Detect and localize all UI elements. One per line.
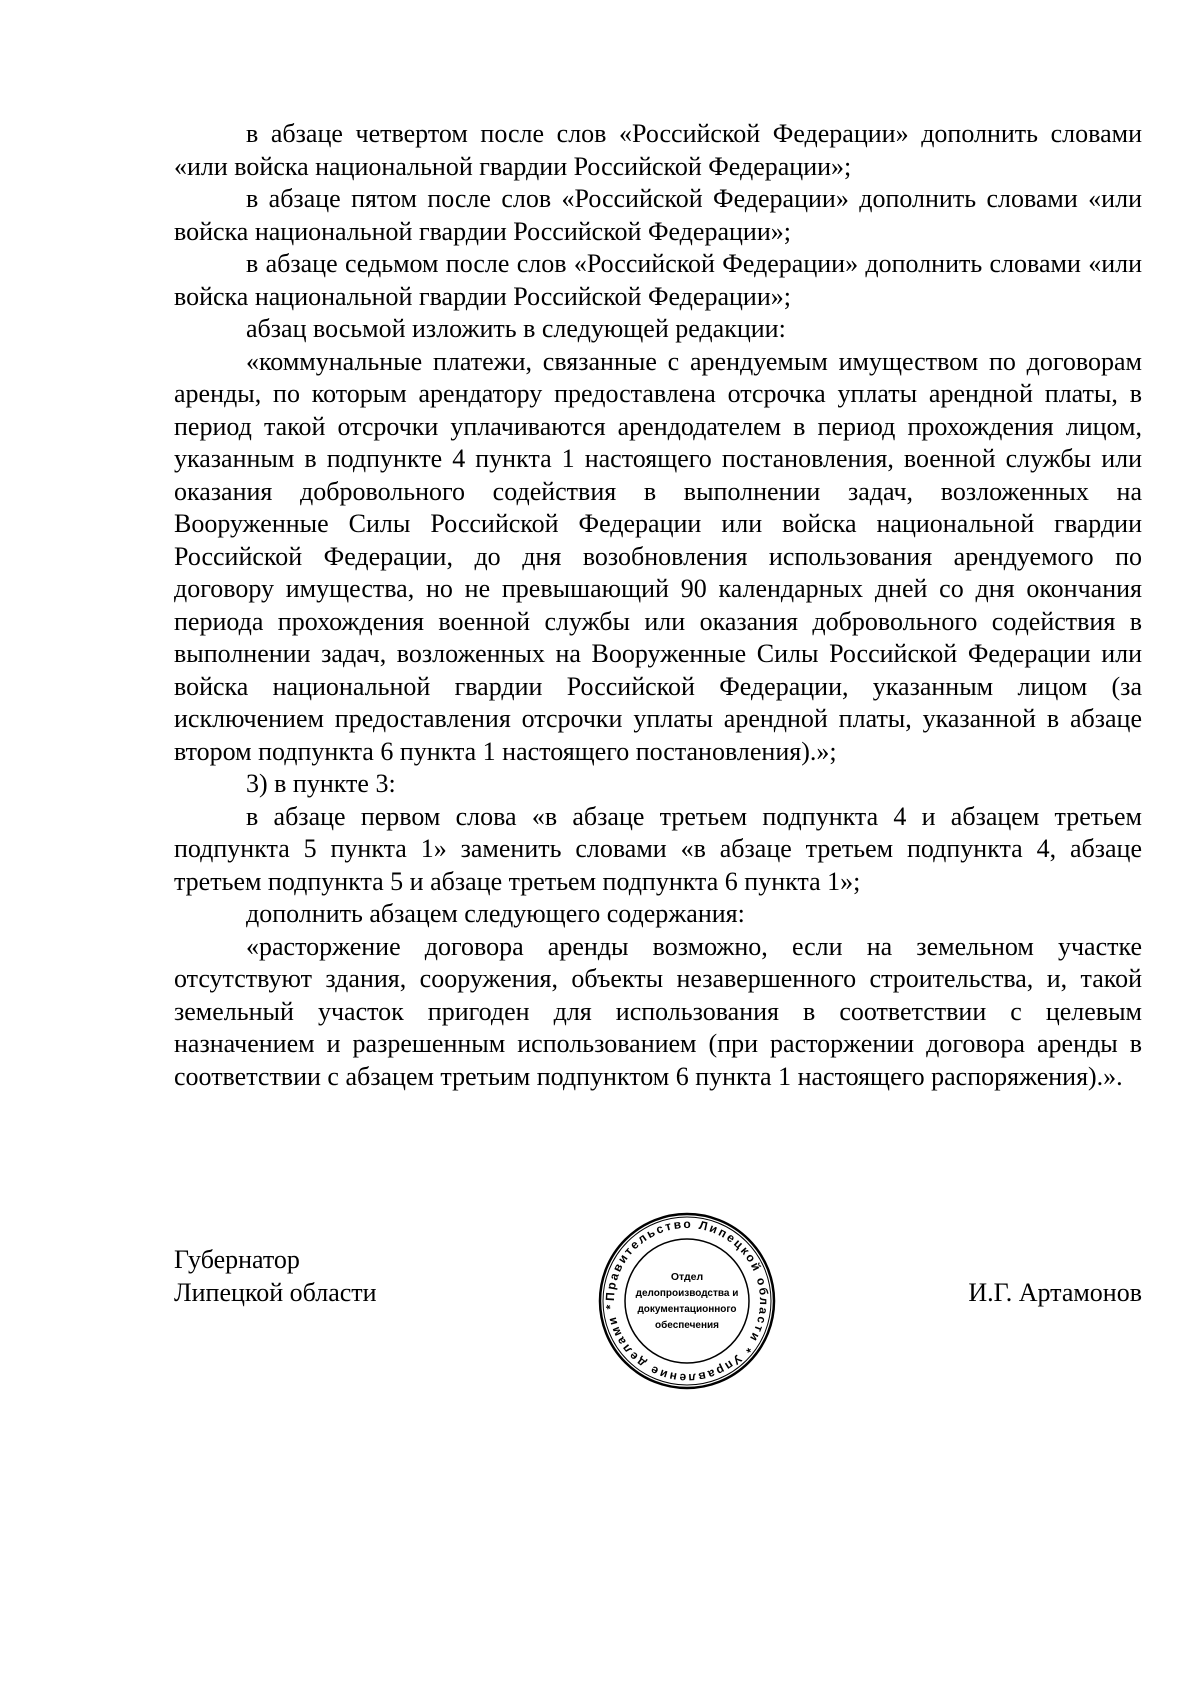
paragraph: в абзаце пятом после слов «Российской Федерации» дополнить словами «или войска национальной гвардии Российской Федерации»; [174, 184, 1142, 246]
paragraph: в абзаце четвертом после слов «Российской Федерации» дополнить словами «или войска национальной гвардии Российской Федерации»; [174, 119, 1142, 181]
signatory-title [174, 1244, 377, 1309]
stamp-center-line: делопроизводства и [635, 1288, 739, 1299]
stamp-center-line: документационного [637, 1304, 737, 1315]
document-body [174, 118, 1142, 1093]
paragraph: абзац восьмой изложить в следующей редакции: [246, 314, 786, 343]
stamp-center-line: обеспечения [654, 1320, 720, 1331]
paragraph: в абзаце первом слова «в абзаце третьем подпункта 4 и абзацем третьем подпункта 5 пункта 1» заменить словами «в абзаце третьем подпункта 4, абзаце третьем подпункта 5 и абзаце третьем подпункта 6 пункта 1»; [174, 801, 1142, 896]
paragraph: в абзаце седьмом после слов «Российской Федерации» дополнить словами «или войска национальной гвардии Российской Федерации»; [174, 249, 1142, 311]
signatory-title-line: Липецкой области [174, 1277, 377, 1307]
stamp-center-line: Отдел [670, 1271, 704, 1283]
paragraph: «расторжение договора аренды возможно, если на земельном участке отсутствуют здания, сооружения, объекты незавершенного строительства, и, такой земельный участок пригоден для использования в соответствии с целевым назначением и разрешенным использованием (при расторжении договора аренды в соответствии с абзацем третьим подпунктом 6 пункта 1 настоящего распоряжения).». [174, 931, 1142, 1091]
stamp-seal-icon [596, 1210, 778, 1392]
stamp-outer-text: Правительство Липецкой области * Управление делами * [602, 1216, 772, 1386]
official-stamp [596, 1210, 778, 1392]
paragraph: дополнить абзацем следующего содержания: [246, 899, 745, 928]
signatory-name: И.Г. Артамонов [968, 1277, 1142, 1307]
svg-text:Правительство Липецкой области [603, 1217, 771, 1385]
signatory-title-line: Губернатор [174, 1245, 300, 1274]
paragraph: 3) в пункте 3: [246, 769, 396, 798]
paragraph: «коммунальные платежи, связанные с арендуемым имуществом по договорам аренды, по которым арендатору предоставлена отсрочка уплаты арендной платы, в период такой отсрочки уплачиваются арендодателем в период прохождения лицом, указанным в подпункте 4 пункта 1 настоящего постановления, военной службы или оказания добровольного содействия в выполнении задач, возложенных на Вооруженные Силы Российской Федерации или войска национальной гвардии Российской Федерации, до дня возобновления использования арендуемого по договору имущества, но не превышающий 90 календарных дней со дня окончания периода прохождения военной службы или оказания добровольного содействия в выполнении задач, возложенных на Вооруженные Силы Российской Федерации или войска национальной гвардии Российской Федерации, указанным лицом (за исключением предоставления отсрочки уплаты арендной платы, указанной в абзаце втором подпункта 6 пункта 1 настоящего постановления).»; [174, 346, 1142, 766]
